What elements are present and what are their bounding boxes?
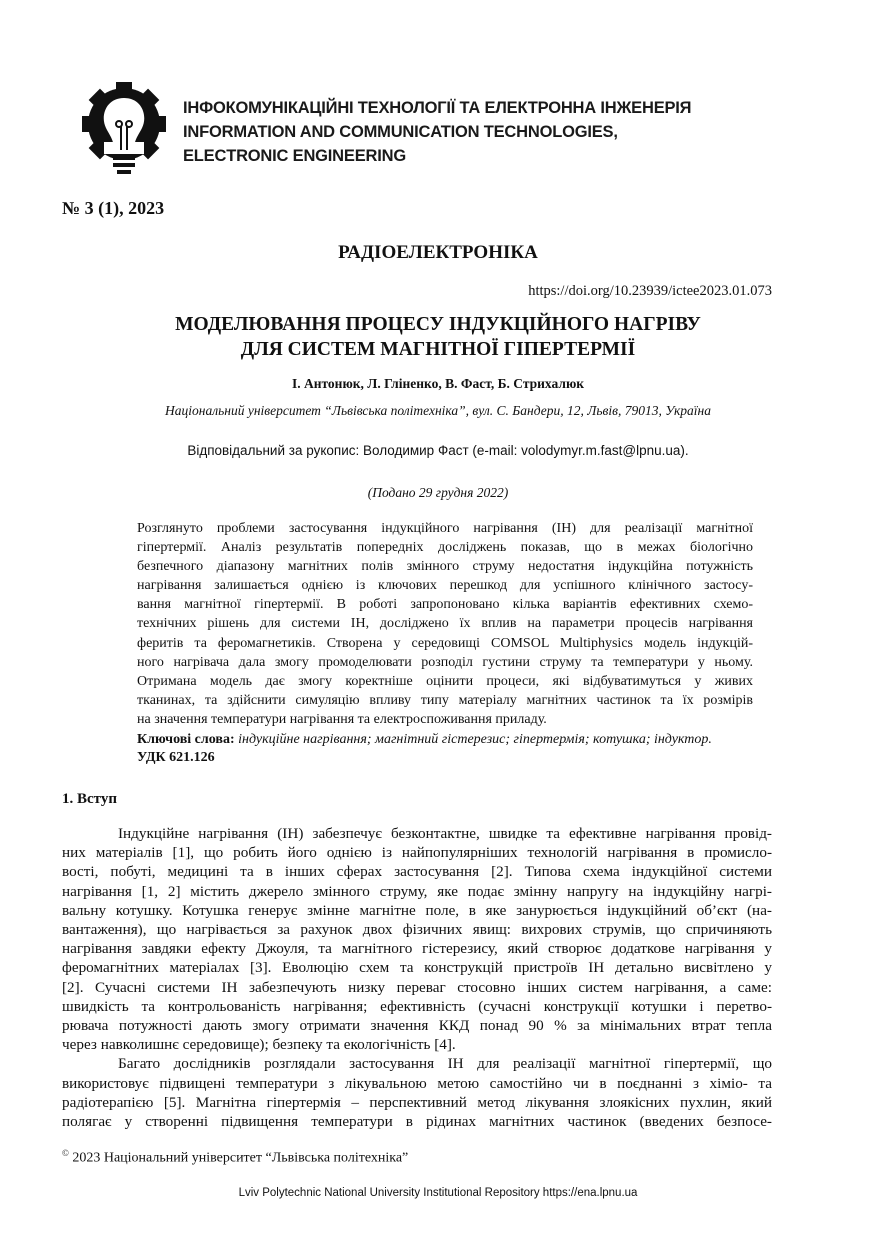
abstract-line: Розглянуто проблеми застосування індукційного нагрівання (ІН) для реалізації магнітної [137, 521, 753, 536]
body-line: швидкість та контрольованість нагрівання; ефективність (сучасні конструкції котушки і перетво- [62, 997, 772, 1015]
copyright-symbol: © [62, 1148, 69, 1158]
journal-title-uk: ІНФОКОМУНІКАЦІЙНІ ТЕХНОЛОГІЇ ТА ЕЛЕКТРОННА ІНЖЕНЕРІЯ [183, 99, 692, 117]
body-line: використовує підвищені температури з лікувальною метою самостійно чи в поєднанні з хіміо- та [62, 1074, 772, 1092]
abstract-line: на значення температури нагрівання та електроспоживання приладу. [137, 711, 547, 727]
abstract-line: ного нагрівача дала змогу промоделювати розподіл густини струму та температури у ньому. [137, 654, 753, 670]
body-line: вальну котушку. Котушка генерує змінне магнітне поле, в яке занурюється індукційний об’єкт (на- [62, 901, 772, 919]
body-line: Індукційне нагрівання (ІН) забезпечує безконтактне, швидке та ефективне нагрівання провід- [118, 825, 772, 842]
keywords-block [137, 731, 712, 767]
abstract-line: технічних рішень для системи ІН, досліджено їх вплив на параметри процесів нагрівання [137, 616, 753, 632]
abstract-line: безпечного діапазону магнітних полів змінного струму недостатня індукційна потужність [137, 559, 753, 575]
keywords-label: Ключові слова: [137, 732, 235, 747]
doi-link[interactable]: https://doi.org/10.23939/ictee2023.01.073 [528, 283, 772, 299]
body-line: нагрівання [1, 2] містить джерело змінного струму, яке подає змінну напругу на індукційну нагрі- [62, 882, 772, 900]
section-title: РАДІОЕЛЕКТРОНІКА [338, 242, 538, 263]
section-heading: 1. Вступ [62, 791, 117, 807]
journal-title-en: INFORMATION AND COMMUNICATION TECHNOLOGIES, [183, 123, 618, 141]
copyright-notice [62, 1148, 408, 1167]
intro-paragraph-1 [62, 824, 772, 1131]
copyright-text: 2023 Національний університет “Львівська політехніка” [68, 1150, 409, 1166]
body-line: радіотерапією [5]. Магнітна гіпертермія – перспективний метод лікування злоякісних пухлин, який [62, 1093, 772, 1111]
abstract-line: Отримана модель дає змогу коректніше оцінити процеси, які відбуватимуться у живих [137, 673, 753, 689]
body-line: Багато дослідників розглядали застосування ІН для реалізації магнітної гіпертермії, що [118, 1055, 772, 1073]
abstract-line: гіпертермії. Аналіз результатів попередніх досліджень показав, що в межах біологічно [137, 540, 753, 556]
journal-title-en-2: ELECTRONIC ENGINEERING [183, 147, 406, 165]
paper-title-line: МОДЕЛЮВАННЯ ПРОЦЕСУ ІНДУКЦІЙНОГО НАГРІВУ [175, 314, 701, 335]
corresponding-author: Відповідальний за рукопис: Володимир Фаст (e-mail: volodymyr.m.fast@lpnu.ua). [187, 443, 689, 458]
submission-date: (Подано 29 грудня 2022) [367, 485, 509, 500]
body-line: феромагнітних матеріалах [3]. Еволюцію схем та конструкцій пристроїв ІН детально висвітлено у [62, 959, 772, 977]
abstract-line: тканинах, та здійснити симуляцію впливу типу матеріалу магнітних частинок та їх розмірів [137, 692, 753, 708]
body-line: вості, побуті, медицині та в інших сферах застосування [2]. Типова схема індукційної системи [62, 863, 772, 881]
udc-code: УДК 621.126 [137, 750, 215, 765]
abstract-line: нагрівання залишається однією із ключових перешкод для успішного клінічного застосу- [137, 578, 753, 594]
abstract [137, 519, 753, 729]
journal-logo-gear-bulb-icon [76, 80, 172, 178]
body-line: через навколишнє середовище); безпеку та екологічність [4]. [62, 1036, 456, 1054]
body-line: нагрівання завдяки ефекту Джоуля, та магнітного гістерезису, який створює додаткове нагрівання у [62, 940, 772, 958]
issue-number: № 3 (1), 2023 [62, 198, 165, 218]
body-line: рювача потужності дають змогу отримати значення ККД понад 90 % за мінімальних втрат тепла [62, 1017, 772, 1035]
abstract-line: феритів та феромагнетиків. Створена у середовищі COMSOL Multiphysics модель індукцій- [137, 635, 753, 651]
repository-footer: Lviv Polytechnic National University Institutional Repository https://ena.lpnu.ua [238, 1187, 638, 1199]
abstract-line: вання магнітної гіпертермії. В роботі запропоновано кілька варіантів ефективних схемо- [137, 597, 753, 613]
body-line: [2]. Сучасні системи ІН забезпечують низку переваг стосовно інших систем нагрівання, а саме: [62, 978, 772, 996]
paper-title [0, 312, 876, 362]
authors: І. Антонюк, Л. Гліненко, В. Фаст, Б. Стрихалюк [291, 376, 585, 391]
body-line: вантаження), що нагрівається за рахунок двох фізичних явищ: вихрових струмів, що спричиняють [62, 921, 772, 939]
body-line: полягає у створенні підвищення температури в рідинах магнітних частинок (введених безпосе- [62, 1113, 772, 1131]
affiliation: Національний університет “Львівська політехніка”, вул. С. Бандери, 12, Львів, 79013, Україна [165, 403, 711, 418]
body-line: них матеріалів [1], що робить його однією із найпопулярніших технологій нагрівання в промисло- [62, 844, 772, 862]
paper-title-line: ДЛЯ СИСТЕМ МАГНІТНОЇ ГІПЕРТЕРМІЇ [240, 339, 636, 360]
keywords: індукційне нагрівання; магнітний гістерезис; гіпертермія; котушка; індуктор. [238, 732, 712, 747]
